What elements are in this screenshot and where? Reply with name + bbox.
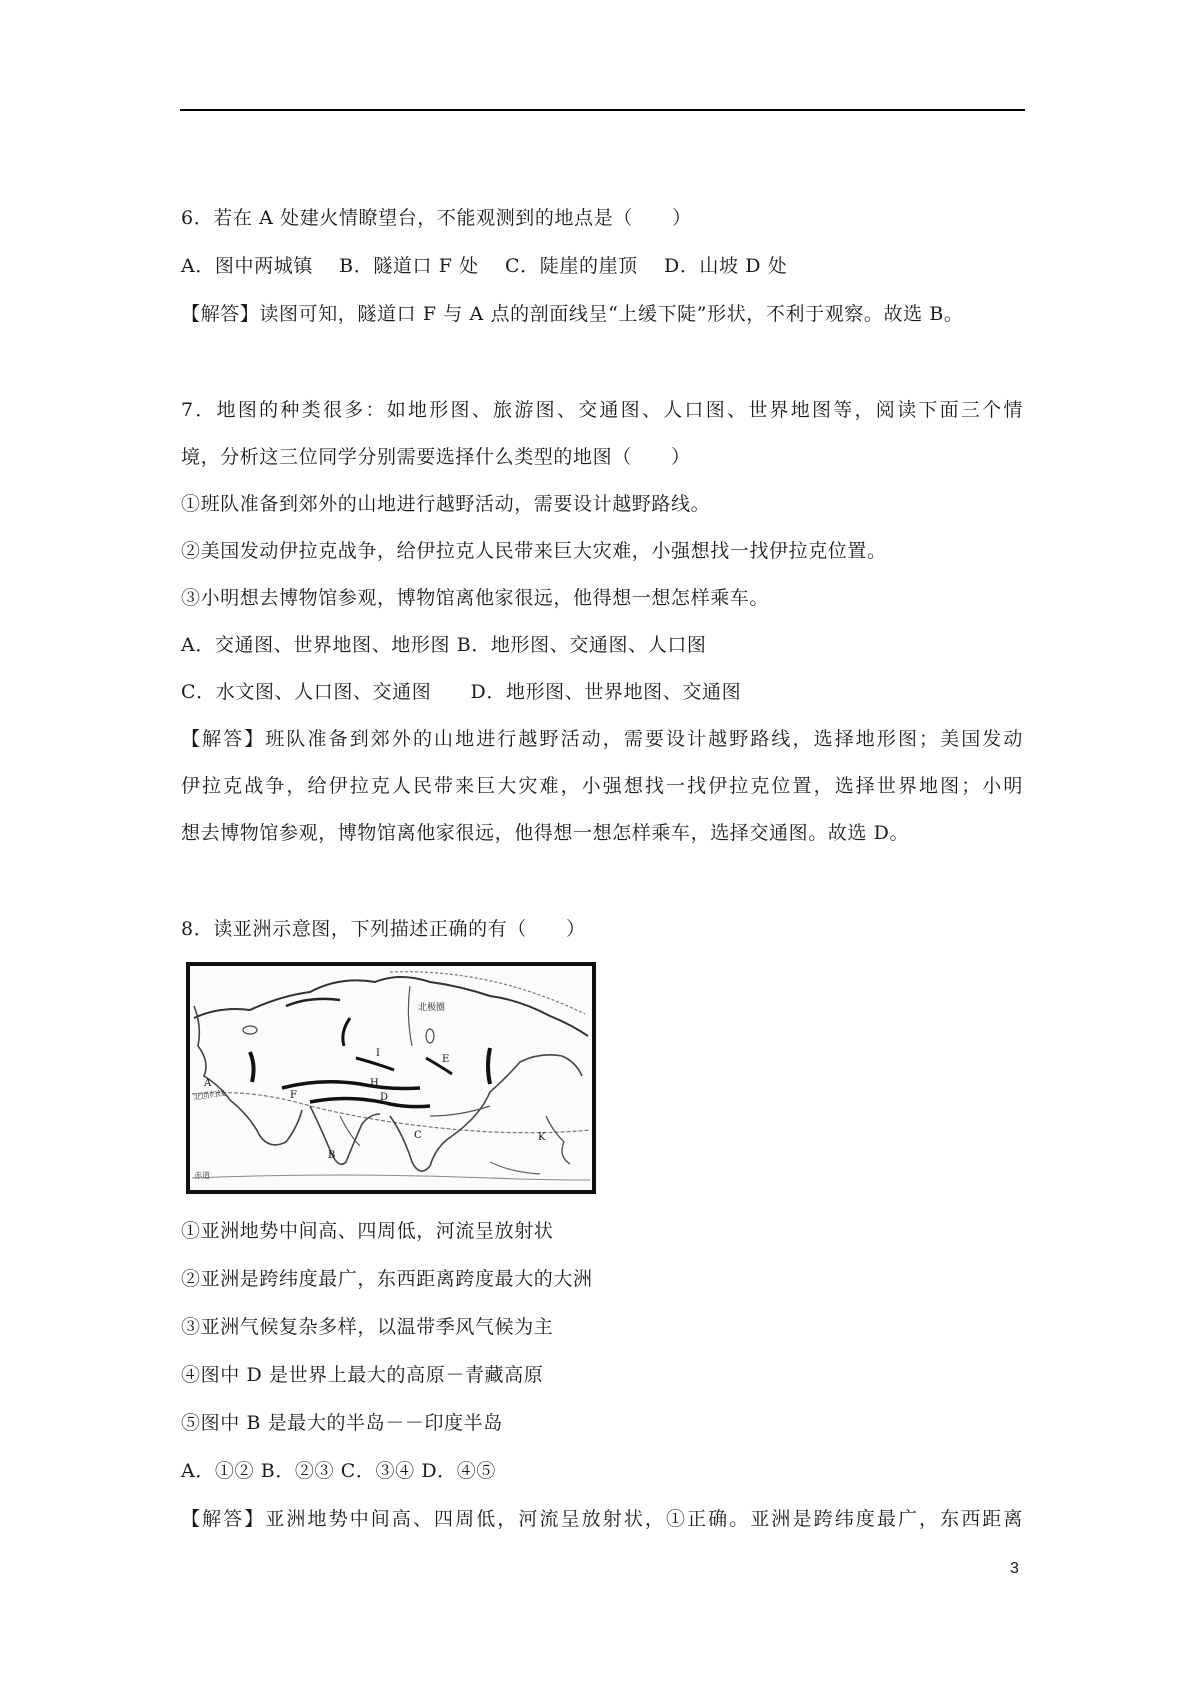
q8-statement-3: ③亚洲气候复杂多样，以温带季风气候为主: [181, 1316, 554, 1338]
q7-answer-line3: 想去博物馆参观，博物馆离他家很远，他得想一想怎样乘车，选择交通图。故选 D。: [181, 822, 910, 844]
map-label-F: F: [290, 1090, 297, 1101]
q6-options: A．图中两城镇 B．隧道口 F 处 C．陡崖的崖顶 D．山坡 D 处: [181, 255, 788, 277]
q8-statement-4: ④图中 D 是世界上最大的高原－青藏高原: [181, 1364, 544, 1386]
q8-stem: 8．读亚洲示意图，下列描述正确的有（ ）: [181, 918, 586, 940]
q7-answer-line2: 伊拉克战争，给伊拉克人民带来巨大灾难，小强想找一找伊拉克位置，选择世界地图；小明: [181, 775, 1023, 797]
q7-options-line2: C．水文图、人口图、交通图 D．地形图、世界地图、交通图: [181, 681, 742, 703]
asia-map-figure: [186, 962, 596, 1194]
q7-stem-line2: 境，分析这三位同学分别需要选择什么类型的地图（ ）: [181, 446, 691, 468]
q7-options-line1: A．交通图、世界地图、地形图 B．地形图、交通图、人口图: [181, 634, 707, 656]
q7-answer-line1: 【解答】班队准备到郊外的山地进行越野活动，需要设计越野路线，选择地形图；美国发动: [181, 728, 1023, 750]
q8-statement-1: ①亚洲地势中间高、四周低，河流呈放射状: [181, 1220, 554, 1242]
equator-label: 赤道: [194, 1171, 210, 1180]
japan-islands: [546, 1116, 570, 1164]
q8-answer-line1: 【解答】亚洲地势中间高、四周低，河流呈放射状，①正确。亚洲是跨纬度最广，东西距离: [181, 1508, 1023, 1530]
page-number: 3: [1010, 1560, 1019, 1577]
southeast-islands: [490, 1162, 540, 1174]
central-range: [343, 1018, 350, 1046]
river-south: [340, 1116, 360, 1146]
asia-map: [190, 966, 592, 1190]
q7-scenario-3: ③小明想去博物馆参观，博物馆离他家很远，他得想一想怎样乘车。: [181, 587, 770, 609]
lake-baikal: [426, 1029, 434, 1043]
north-range: [286, 999, 340, 1006]
east-coast: [452, 1055, 582, 1136]
southeast-outline: [390, 1116, 452, 1171]
india-outline: [310, 1106, 380, 1164]
map-label-B: B: [328, 1150, 336, 1161]
q8-statement-5: ⑤图中 B 是最大的半岛－－印度半岛: [181, 1412, 503, 1434]
west-outline: [194, 1006, 230, 1100]
ural-range: [250, 1052, 254, 1082]
map-label-I: I: [376, 1048, 380, 1059]
q6-answer: 【解答】读图可知，隧道口 F 与 A 点的剖面线呈“上缓下陡”形状，不利于观察。故选 B。: [181, 303, 964, 325]
q8-options: A．①② B．②③ C．③④ D．④⑤: [181, 1460, 496, 1482]
map-label-A: A: [204, 1078, 212, 1089]
lake-west: [243, 1026, 257, 1034]
kunlun-range: [282, 1082, 420, 1089]
map-label-E: E: [442, 1054, 450, 1065]
arctic-circle-label: 北极圈: [418, 1003, 446, 1013]
arabia-outline: [230, 1100, 302, 1145]
q7-scenario-2: ②美国发动伊拉克战争，给伊拉克人民带来巨大灾难，小强想找一找伊拉克位置。: [181, 540, 887, 562]
tropic-label: 北回归线: [193, 1088, 226, 1102]
north-coast: [194, 977, 588, 1036]
great-khingan-range: [488, 1048, 490, 1084]
header-rule: [180, 109, 1025, 111]
equator-line: [192, 1175, 590, 1180]
map-label-K: K: [538, 1132, 546, 1143]
map-label-H: H: [370, 1078, 379, 1089]
river-north: [408, 986, 412, 1046]
q7-scenario-1: ①班队准备到郊外的山地进行越野活动，需要设计越野路线。: [181, 493, 711, 515]
tianshan-range: [356, 1058, 394, 1070]
q8-statement-2: ②亚洲是跨纬度最广，东西距离跨度最大的大洲: [181, 1268, 593, 1290]
q6-stem: 6．若在 A 处建火情瞭望台，不能观测到的地点是（ ）: [181, 207, 692, 229]
map-label-D: D: [380, 1092, 389, 1103]
tropic-line: [192, 1093, 590, 1133]
q7-stem-line1: 7．地图的种类很多：如地形图、旅游图、交通图、人口图、世界地图等，阅读下面三个情: [181, 399, 1023, 421]
himalaya-range: [310, 1098, 430, 1106]
map-label-C: C: [414, 1130, 422, 1141]
